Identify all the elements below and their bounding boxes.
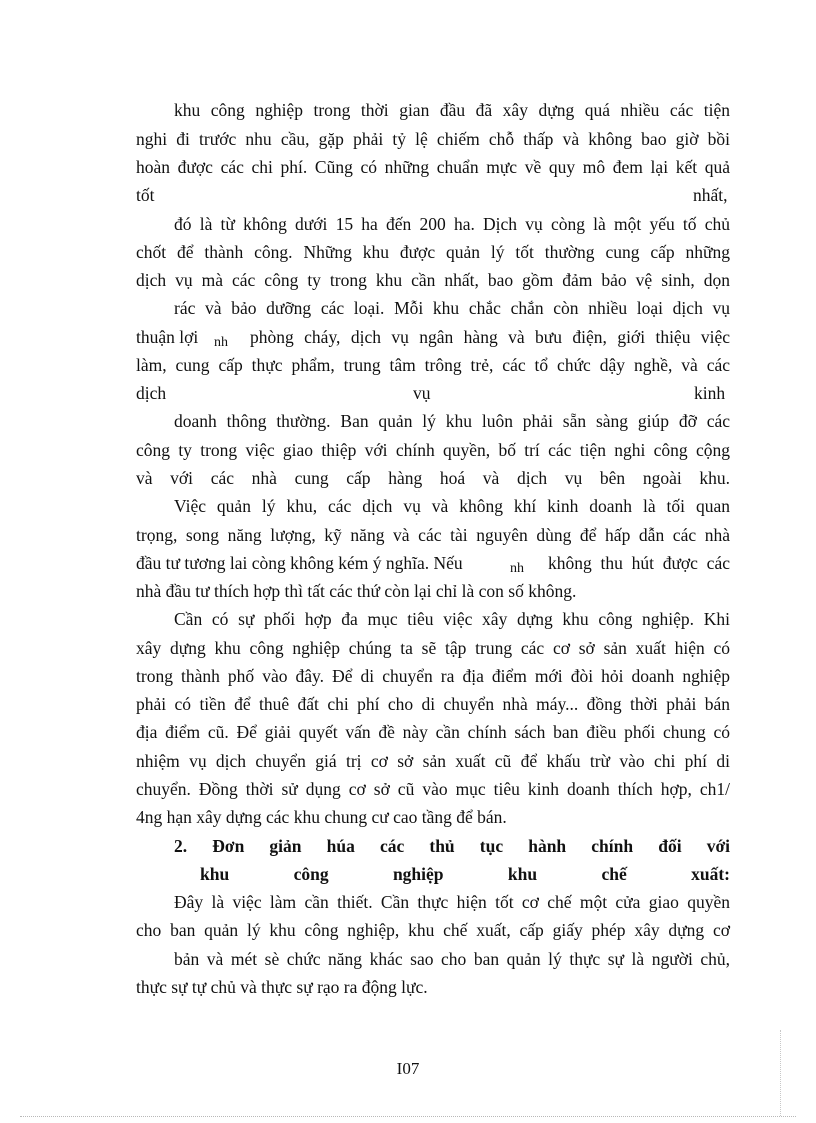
text-line: làm, cung cấp thực phẩm, trung tâm trông trẻ, các tổ chức dậy nghề, và các [136,355,730,375]
text-line: thuận lợi [136,327,199,347]
text-line: chuyển. Đồng thời sử dụng cơ sở cũ vào mục tiêu kinh doanh thích hợp, ch1/ [136,779,730,799]
text-line: phòng cháy, dịch vụ ngân hàng và bưu điện, giới thiệu việc [250,327,730,347]
text-line: hoàn được các chi phí. Cũng có những chuẩn mực về quy mô đem lại kết quả [136,157,730,177]
text-line: cho ban quản lý khu công nghiệp, khu chế xuất, cấp giấy phép xây dựng cơ [136,920,730,940]
text-line: trong thành phố vào đây. Để di chuyển ra địa điểm mới đòi hỏi doanh nghiệp [136,666,730,686]
text-line: dịch [136,383,167,403]
text-line: chốt để thành công. Những khu được quản lý tốt thường cung cấp những [136,242,730,262]
text-line: địa điểm cũ. Để giải quyết vấn đề này cần chính sách ban điều phối chung có [136,722,730,742]
text-line: 4ng hạn xây dựng các khu chung cư cao tầng để bán. [136,807,507,827]
text-line: không thu hút được các [548,553,730,573]
text-line: công ty trong việc giao thiệp với chính quyền, bố trí các tiện nghi công cộng [136,440,730,460]
text-fragment: nh [214,335,228,350]
text-line: bản và mét sè chức năng khác sao cho ban quản lý thực sự là người chủ, [174,949,730,969]
section-heading: khu công nghiệp khu chế xuất: [200,864,730,884]
text-fragment: nh [510,561,524,576]
text-line: và với các nhà cung cấp hàng hoá và dịch vụ bên ngoài khu. [136,468,730,488]
text-line: đầu tư tương lai còng không kém ý nghĩa. Nếu [136,553,463,573]
text-line: xây dựng khu công nghiệp chúng ta sẽ tập trung các cơ sở sản xuất hiện có [136,638,730,658]
text-line: nhất, [693,185,728,205]
text-line: kinh [694,383,726,403]
text-line: đó là từ không dưới 15 ha đến 200 ha. Dịch vụ còng là một yếu tố chủ [174,214,730,234]
text-line: Đây là việc làm cần thiết. Cần thực hiện tốt cơ chế một cửa giao quyền [174,892,730,912]
text-line: nhà đầu tư thích hợp thì tất các thứ còn lại chỉ là con số không. [136,581,577,601]
text-line: tốt [136,185,155,205]
text-line: Cần có sự phối hợp đa mục tiêu việc xây dựng khu công nghiệp. Khi [174,609,730,629]
page-border [20,1116,796,1117]
text-line: doanh thông thường. Ban quản lý khu luôn phải sẵn sàng giúp đỡ các [174,411,730,431]
text-line: thực sự tự chủ và thực sự rạo ra động lực. [136,977,428,997]
page-number: I07 [396,1059,420,1078]
text-line: trọng, song năng lượng, kỹ năng và các tài nguyên dùng để hấp dẫn các nhà [136,525,730,545]
text-line: phải có tiền để thuê đất chi phí cho di chuyển nhà máy... đồng thời phải bán [136,694,730,714]
text-line: rác và bảo dưỡng các loại. Mỗi khu chắc chắn còn nhiều loại dịch vụ [174,298,730,318]
text-line: nghi đi trước nhu cầu, gặp phải tỷ lệ chiếm chỗ thấp và không bao giờ bồi [136,129,730,149]
text-line: khu công nghiệp trong thời gian đầu đã xây dựng quá nhiều các tiện [174,100,730,120]
text-line: vụ [413,383,431,403]
text-line: nhiệm vụ dịch chuyển giá trị cơ sở sản xuất cũ để khấu trừ vào chi phí di [136,751,730,771]
text-line: Việc quản lý khu, các dịch vụ và không khí kinh doanh là tối quan [174,496,730,516]
section-heading: 2. Đơn giản húa các thủ tục hành chính đối với [174,836,730,856]
page-border [780,1030,781,1116]
text-line: dịch vụ mà các công ty trong khu cần nhất, bao gồm đảm bảo vệ sinh, dọn [136,270,730,290]
